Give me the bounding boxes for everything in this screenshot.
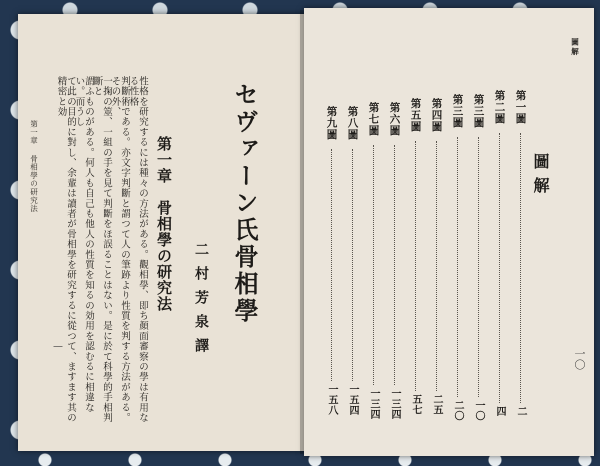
toc-leader	[352, 149, 353, 381]
left-folio: ―	[53, 342, 63, 352]
toc-entry-page: 一〇	[473, 400, 484, 421]
toc-leader	[373, 145, 374, 385]
toc-entry-label: 第八圖	[346, 106, 359, 141]
toc-entry-page: 二	[515, 406, 526, 417]
toc-entry-label: 第五圖	[409, 98, 422, 133]
toc-entry-page: 四	[494, 406, 505, 417]
toc-leader	[457, 137, 458, 397]
translator-credit: 二村芳泉譯	[193, 242, 209, 362]
left-page	[18, 14, 306, 451]
toc-leader	[499, 133, 500, 403]
toc-entry-label: 第一圖	[514, 90, 527, 125]
toc-entry-label: 第四圖	[430, 98, 443, 133]
toc-entry-label: 第九圖	[325, 106, 338, 141]
toc-entry-page: 二五	[431, 394, 442, 415]
toc-leader	[394, 145, 395, 385]
toc-entry-label: 第六圖	[388, 102, 401, 137]
toc-entry-page: 一三四	[368, 388, 379, 420]
running-head: 第一章 骨相學の研究法	[29, 120, 39, 213]
toc-entry-label: 第三圖	[472, 94, 485, 129]
right-folio: 一〇	[573, 348, 586, 370]
page-header: 圖解	[570, 38, 580, 57]
toc-entry-label: 第二圖	[493, 90, 506, 125]
body-line-4: 謂ふものがある。何人も自己も他人の性質を知るの効用を認むるに相違ない。而うし	[73, 76, 94, 413]
toc-entry-label: 第七圖	[367, 102, 380, 137]
toc-entry-page: 五七	[410, 394, 421, 415]
chapter-heading: 第一章 骨相學の研究法	[155, 136, 173, 312]
body-line-5: て此の目的に對し、余輩は讀者が骨相學を研究するに從つて、ますます其の精密と効	[55, 76, 76, 423]
toc-leader	[331, 149, 332, 381]
toc-leader	[415, 141, 416, 391]
right-page	[304, 8, 594, 456]
toc-leader	[436, 141, 437, 391]
body-line-3: 一掬の筮、一組の手を見て判斷をほ誤ることはない。是に於て科學的手相判斷と	[91, 76, 112, 423]
toc-entry-page: 一三四	[389, 388, 400, 420]
toc-entry-page: 一五四	[347, 384, 358, 416]
toc-title: 圖解	[531, 153, 550, 201]
body-line-1: 性格を研究するには種々の方法がある。觀相學、即ち顏面審察の學は有用なる性格	[127, 76, 148, 423]
book-title: セヴァーン氏骨相學	[230, 82, 259, 325]
toc-leader	[520, 133, 521, 403]
body-line-2: 判斷術である。亦文字判斷と謂つて人の筆跡より性質を判する方法がある。その外、	[109, 76, 130, 423]
toc-entry-page: 二〇	[452, 400, 463, 421]
toc-entry-page: 一五八	[326, 384, 337, 416]
toc-leader	[478, 137, 479, 397]
toc-entry-label: 第三圖	[451, 94, 464, 129]
